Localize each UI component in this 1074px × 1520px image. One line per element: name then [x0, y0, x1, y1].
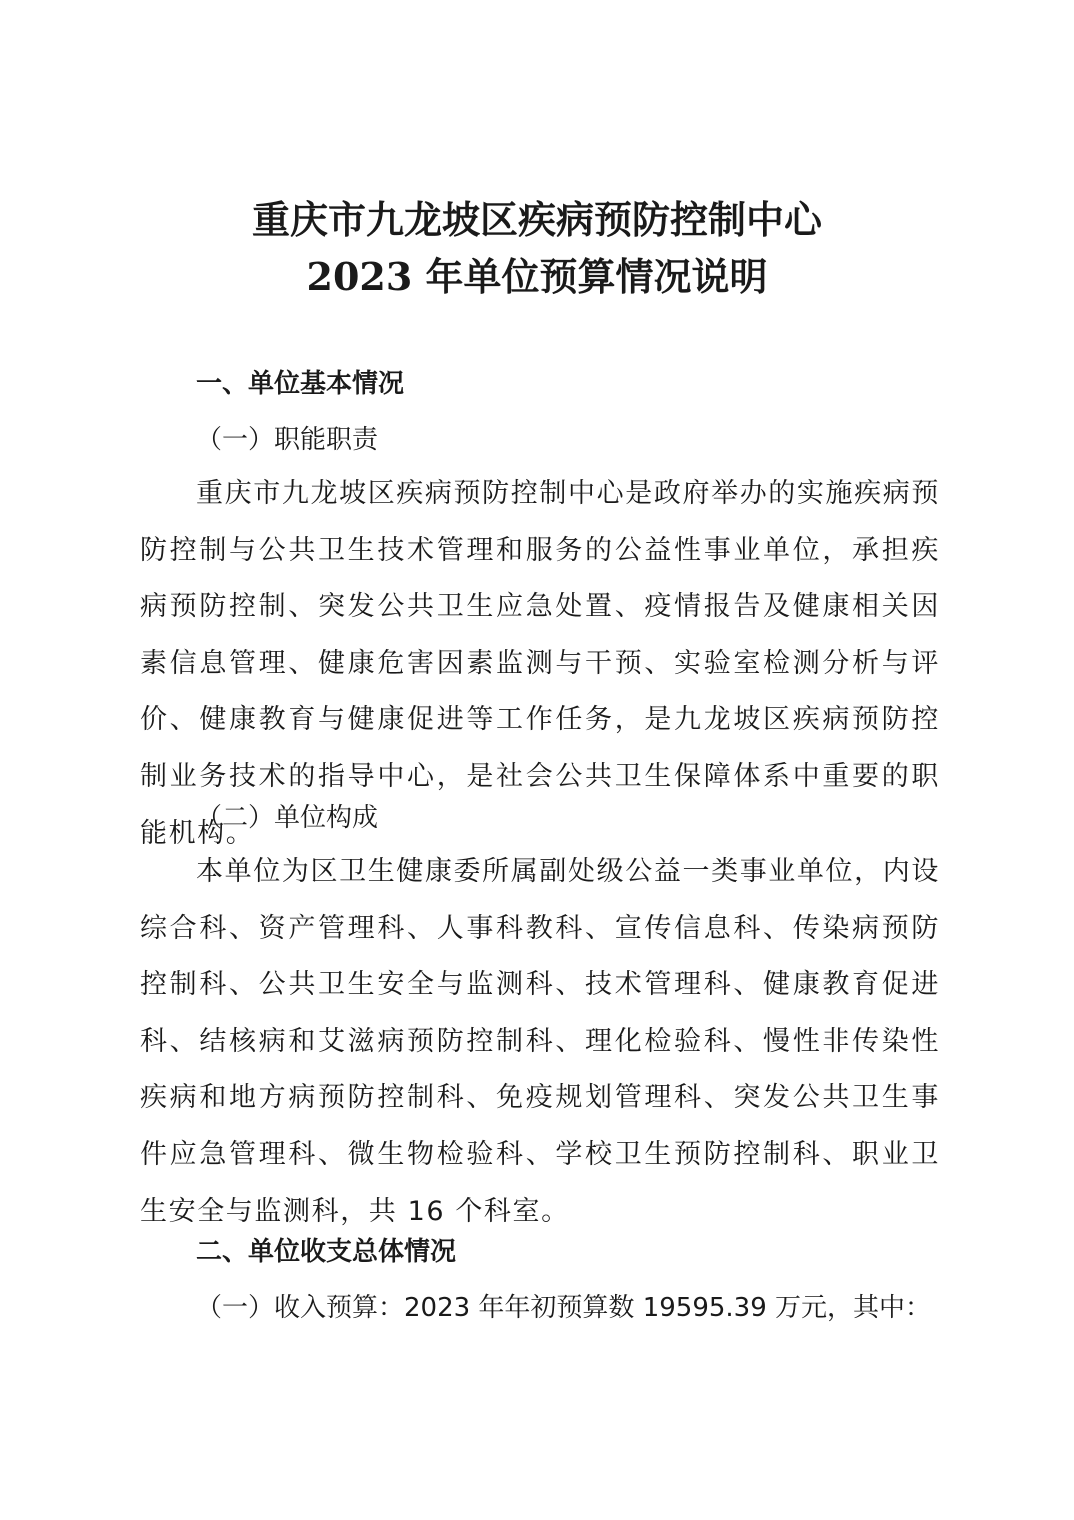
section2-sub1-line: （一）收入预算：2023 年年初预算数 19595.39 万元，其中：: [196, 1293, 932, 1323]
section1-sub2-paragraph: 本单位为区卫生健康委所属副处级公益一类事业单位，内设综合科、资产管理科、人事科教科、宣传信息科、传染病预防控制科、公共卫生安全与监测科、技术管理科、健康教育促进科、结核病和艾滋病预防控制科、理化检验科、慢性非传染性疾病和地方病预防控制科、免疫规划管理科、突发公共卫生事件应急管理科、微生物检验科、学校卫生预防控制科、职业卫生安全与监测科，共 16 个科室。: [140, 856, 940, 1227]
section1-heading: 一、单位基本情况: [196, 369, 405, 399]
section1-sub1-heading: （一）职能职责: [196, 425, 379, 455]
document-title-line2: 2023 年单位预算情况说明: [306, 254, 768, 299]
section1-sub2-heading: （二）单位构成: [196, 803, 379, 833]
section1-sub1-paragraph: 重庆市九龙坡区疾病预防控制中心是政府举办的实施疾病预防控制与公共卫生技术管理和服务的公益性事业单位，承担疾病预防控制、突发公共卫生应急处置、疫情报告及健康相关因素信息管理、健康危害因素监测与干预、实验室检测分析与评价、健康教育与健康促进等工作任务，是九龙坡区疾病预防控制业务技术的指导中心，是社会公共卫生保障体系中重要的职能机构。: [140, 478, 940, 849]
section2-heading: 二、单位收支总体情况: [196, 1237, 457, 1267]
document-title-line1: 重庆市九龙坡区疾病预防控制中心: [251, 197, 822, 242]
